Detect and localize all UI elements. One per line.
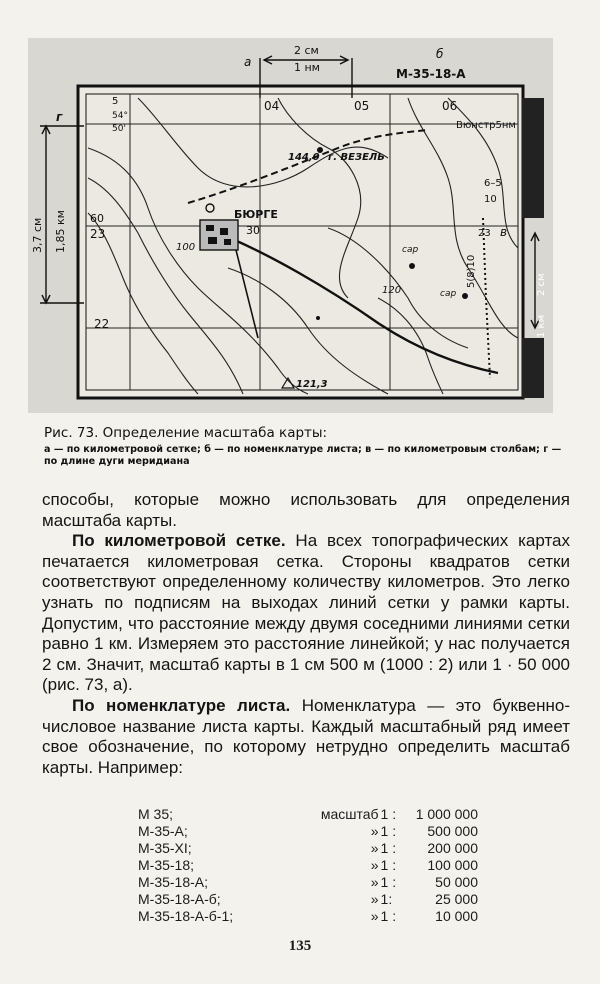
- sheet-name: М-35-XI;: [138, 840, 192, 856]
- sheet-name: М-35-18-А;: [138, 874, 209, 890]
- label-a: а: [244, 55, 252, 69]
- sheet-nomenclature: М-35-18-А: [396, 67, 466, 81]
- paragraph-3-text: Номенклатура — это буквенно-числовое название листа карты. Каждый масштабный ряд имеет свое обозначение, по которому нетрудно определить масштаб карты. Например:: [42, 695, 570, 777]
- scale-2cm: 2 см: [294, 44, 319, 57]
- scale-word: масштаб: [320, 806, 379, 822]
- sheet-name: М 35;: [138, 806, 174, 822]
- scale-word: »: [370, 840, 379, 856]
- paragraph-2-heading: По километровой сетке.: [72, 531, 286, 551]
- label-g: г: [56, 110, 63, 124]
- scale-one: 1 :: [380, 874, 397, 890]
- table-row: [138, 840, 478, 857]
- scale-one: 1 :: [380, 908, 397, 924]
- grid-06: 06: [442, 99, 458, 113]
- scale-one: 1 :: [380, 857, 397, 873]
- map-edge-dark-2: [522, 338, 544, 398]
- left-37cm: 3,7 см: [31, 217, 44, 253]
- sheet-name: М-35-18;: [138, 857, 195, 873]
- map-edge-dark: [522, 98, 544, 218]
- scale-denominator: 500 000: [427, 823, 478, 839]
- sheet-name: М-35-18-А-б-1;: [138, 908, 234, 924]
- scale-word: »: [370, 857, 379, 873]
- grid-60: 60: [90, 212, 104, 225]
- scale-one: 1 :: [380, 840, 397, 856]
- map-figure: [28, 38, 553, 413]
- paragraph-1: способы, которые можно использовать для определения масштаба карты.: [42, 490, 570, 530]
- figure-caption: [44, 424, 569, 468]
- corner-lat: 5: [112, 96, 119, 107]
- label-v: в: [500, 225, 508, 239]
- height-144: 144,0: [288, 152, 320, 163]
- scale-denominator: 100 000: [427, 857, 478, 873]
- scale-denominator: 10 000: [435, 908, 478, 924]
- corner-min: 50': [112, 124, 126, 134]
- contour-120: 120: [382, 285, 402, 296]
- grid-6-5: 6–5: [484, 178, 502, 189]
- right-1km: 1 км: [536, 314, 547, 338]
- label-b: б: [436, 47, 444, 61]
- right-2cm: 2 см: [536, 273, 547, 296]
- scale-one: 1:: [380, 891, 393, 907]
- scale-one: 1 :: [380, 823, 397, 839]
- table-row: [138, 857, 478, 874]
- left-185km: 1,85 км: [54, 210, 67, 253]
- page-number: 135: [288, 938, 312, 954]
- place-byurge: БЮРГЕ: [234, 208, 278, 221]
- paragraph-3: [42, 696, 570, 778]
- scale-word: »: [370, 908, 379, 924]
- scale-1nm: 1 нм: [294, 61, 320, 74]
- paragraph-3-heading: По номенклатуре листа.: [72, 695, 291, 715]
- scale-denominator: 1 000 000: [415, 806, 478, 822]
- paragraph-2-text: На всех топографических картах печатается километровая сетка. Стороны квадратов сетки соответствуют определенному количеству километров. Это легко узнать по подписям на выходах линий сетки у рамки карты. Допустим, что расстояние между двумя соседними линиями сетки равно 1 км. Измеряем это расстояние линейкой; у нас получается 2 см. Значит, масштаб карты в 1 см 500 м (1000 : 2) или 1 · 50 000 (рис. 73, а).: [42, 531, 570, 695]
- grid-23: 23: [90, 227, 106, 241]
- table-row: [138, 908, 478, 925]
- scale-word: »: [370, 891, 379, 907]
- grid-05: 05: [354, 99, 370, 113]
- place-vezel: г. ВЕЗЕЛЬ: [328, 152, 385, 163]
- scale-table: [138, 806, 478, 925]
- place-vyunstr: Вюнстр5нм: [456, 120, 516, 131]
- table-row: [138, 823, 478, 840]
- scale-denominator: 50 000: [435, 874, 478, 890]
- grid-10: 10: [484, 194, 497, 205]
- grid-04: 04: [264, 99, 280, 113]
- sheet-name: М-35-18-А-б;: [138, 891, 221, 907]
- table-row: [138, 891, 478, 908]
- paragraph-2: [42, 531, 570, 696]
- sar-2: сар: [440, 289, 457, 299]
- scale-word: »: [370, 874, 379, 890]
- grid-23-right: 23: [478, 228, 491, 239]
- sheet-name: М-35-А;: [138, 823, 188, 839]
- sar-1: сар: [402, 245, 419, 255]
- caption-title: Рис. 73. Определение масштаба карты:: [44, 425, 328, 441]
- table-row: [138, 806, 478, 823]
- caption-legend: а — по километровой сетке; б — по номенклатуре листа; в — по километровым столбам; г — по длине дуги меридиана: [44, 444, 562, 467]
- topographic-map: [28, 38, 553, 413]
- scale-one: 1 :: [380, 806, 397, 822]
- corner-deg: 54°: [112, 111, 128, 121]
- body-text: [42, 490, 570, 778]
- scale-denominator: 200 000: [427, 840, 478, 856]
- table-row: [138, 874, 478, 891]
- grid-22: 22: [94, 317, 110, 331]
- contour-100: 100: [176, 242, 196, 253]
- map-frame: [78, 86, 523, 398]
- height-121: 121,3: [296, 379, 328, 390]
- grid-30: 30: [246, 224, 260, 237]
- scale-denominator: 25 000: [435, 891, 478, 907]
- road-number: 5(8)10: [466, 254, 477, 288]
- scale-word: »: [370, 823, 379, 839]
